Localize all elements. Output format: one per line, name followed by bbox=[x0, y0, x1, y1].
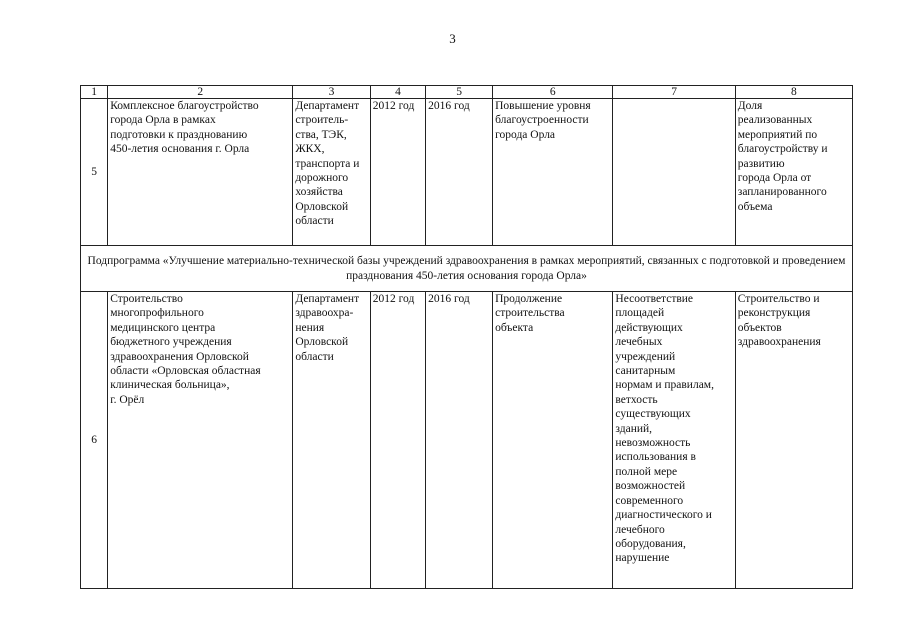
page-number: 3 bbox=[449, 31, 456, 46]
consequences bbox=[613, 99, 735, 246]
end-year: 2016 год bbox=[426, 99, 493, 246]
table-row bbox=[81, 292, 853, 589]
executor: Департамент здравоохра- нения Орловской области bbox=[293, 292, 370, 589]
column-number: 5 bbox=[426, 86, 493, 99]
row-number: 5 bbox=[81, 99, 108, 246]
column-number: 7 bbox=[613, 86, 735, 99]
table-row bbox=[81, 99, 853, 246]
expected-result: Продолжение строительства объекта bbox=[493, 292, 613, 589]
end-year: 2016 год bbox=[426, 292, 493, 589]
expected-result: Повышение уровня благоустроенности города Орла bbox=[493, 99, 613, 246]
indicator: Строительство и реконструкция объектов здравоохранения bbox=[735, 292, 852, 589]
executor: Департамент строитель- ства, ТЭК, ЖКХ, транспорта и дорожного хозяйства Орловской области bbox=[293, 99, 370, 246]
column-number: 4 bbox=[370, 86, 425, 99]
indicator: Доля реализованных мероприятий по благоустройству и развитию города Орла от запланированного объема bbox=[735, 99, 852, 246]
column-number: 3 bbox=[293, 86, 370, 99]
column-number-row bbox=[81, 86, 853, 99]
column-number: 6 bbox=[493, 86, 613, 99]
column-number: 1 bbox=[81, 86, 108, 99]
subprogram-title: Подпрограмма «Улучшение материально-технической базы учреждений здравоохранения в рамках мероприятий, связанных с подготовкой и проведением празднования 450-летия основания города Орла» bbox=[81, 246, 853, 292]
column-number: 2 bbox=[108, 86, 293, 99]
start-year: 2012 год bbox=[370, 99, 425, 246]
start-year: 2012 год bbox=[370, 292, 425, 589]
program-table bbox=[80, 85, 853, 589]
measure-name: Комплексное благоустройство города Орла в рамках подготовки к празднованию 450-летия основания г. Орла bbox=[108, 99, 293, 246]
consequences: Несоответствие площадей действующих лечебных учреждений санитарным нормам и правилам, ветхость существующих зданий, невозможность использования в полной мере возможностей современного диагностического и лечебного оборудования, нарушение bbox=[613, 292, 735, 589]
subprogram-row bbox=[81, 246, 853, 292]
row-number: 6 bbox=[81, 292, 108, 589]
column-number: 8 bbox=[735, 86, 852, 99]
measure-name: Строительство многопрофильного медицинского центра бюджетного учреждения здравоохранения Орловской области «Орловская областная клиническая больница», г. Орёл bbox=[108, 292, 293, 589]
